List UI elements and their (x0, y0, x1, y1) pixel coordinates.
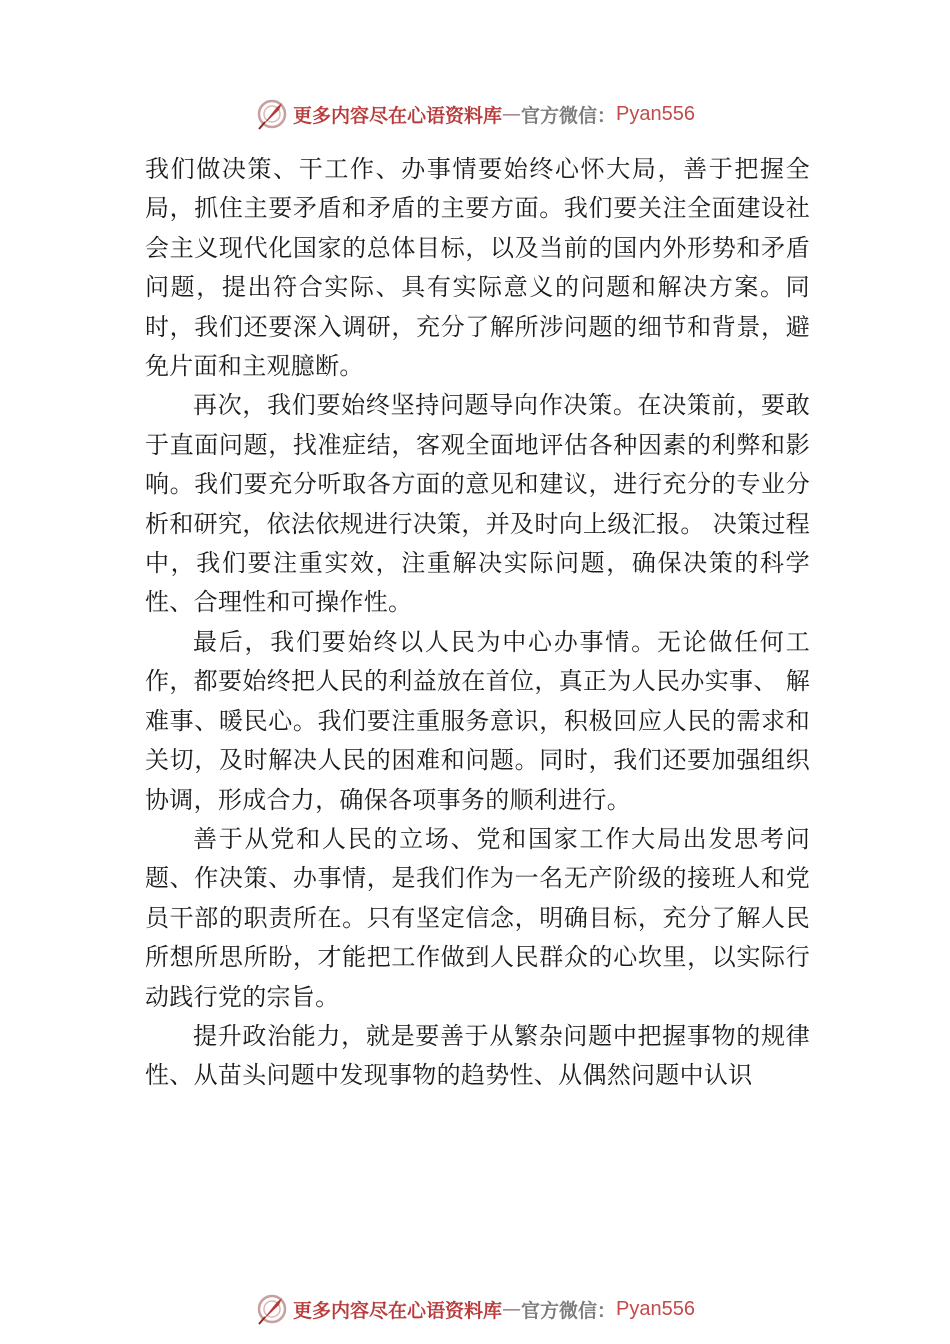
paragraph-4: 善于从党和人民的立场、党和国家工作大局出发思考问题、作决策、办事情，是我们作为一名无产阶级的接班人和党员干部的职责所在。只有坚定信念，明确目标，充分了解人民所想所思所盼，才能把工作做到人民群众的心坎里，以实际行动践行党的宗旨。 (145, 824, 810, 1011)
document-body (145, 150, 810, 1096)
header-banner (0, 94, 950, 134)
banner-wechat-label: 官方微信： (521, 1299, 617, 1322)
banner-title: 更多内容尽在心语资料库 (293, 1299, 503, 1322)
footer-banner (0, 1289, 950, 1329)
banner-wechat-label: 官方微信： (521, 104, 617, 127)
banner-title: 更多内容尽在心语资料库 (293, 104, 503, 127)
banner-dash: — (502, 1298, 522, 1320)
paragraph-1: 我们做决策、干工作、办事情要始终心怀大局，善于把握全局，抓住主要矛盾和矛盾的主要方面。我们要关注全面建设社会主义现代化国家的总体目标，以及当前的国内外形势和矛盾问题，提出符合实际、具有实际意义的问题和解决方案。同时，我们还要深入调研，充分了解所涉问题的细节和背景，避免片面和主观臆断。 (145, 155, 810, 381)
banner-wechat-id: Pyan556 (616, 1297, 695, 1320)
banner-wechat-id: Pyan556 (616, 102, 695, 125)
paragraph-5: 提升政治能力，就是要善于从繁杂问题中把握事物的规律性、从苗头问题中发现事物的趋势性、从偶然问题中认识 (145, 1021, 810, 1090)
quill-logo-icon (255, 1292, 289, 1326)
paragraph-3: 最后，我们要始终以人民为中心办事情。无论做任何工作，都要始终把人民的利益放在首位，真正为人民办实事、 解难事、暖民心。我们要注重服务意识，积极回应人民的需求和关切，及时解决人民的困难和问题。同时，我们还要加强组织协调，形成合力，确保各项事务的顺利进行。 (145, 627, 810, 814)
paragraph-2: 再次，我们要始终坚持问题导向作决策。在决策前，要敢于直面问题，找准症结，客观全面地评估各种因素的利弊和影响。我们要充分听取各方面的意见和建议，进行充分的专业分析和研究，依法依规进行决策，并及时向上级汇报。 决策过程中，我们要注重实效，注重解决实际问题，确保决策的科学性、合理性和可操作性。 (145, 391, 810, 617)
banner-dash: — (502, 103, 522, 125)
quill-logo-icon (255, 97, 289, 131)
